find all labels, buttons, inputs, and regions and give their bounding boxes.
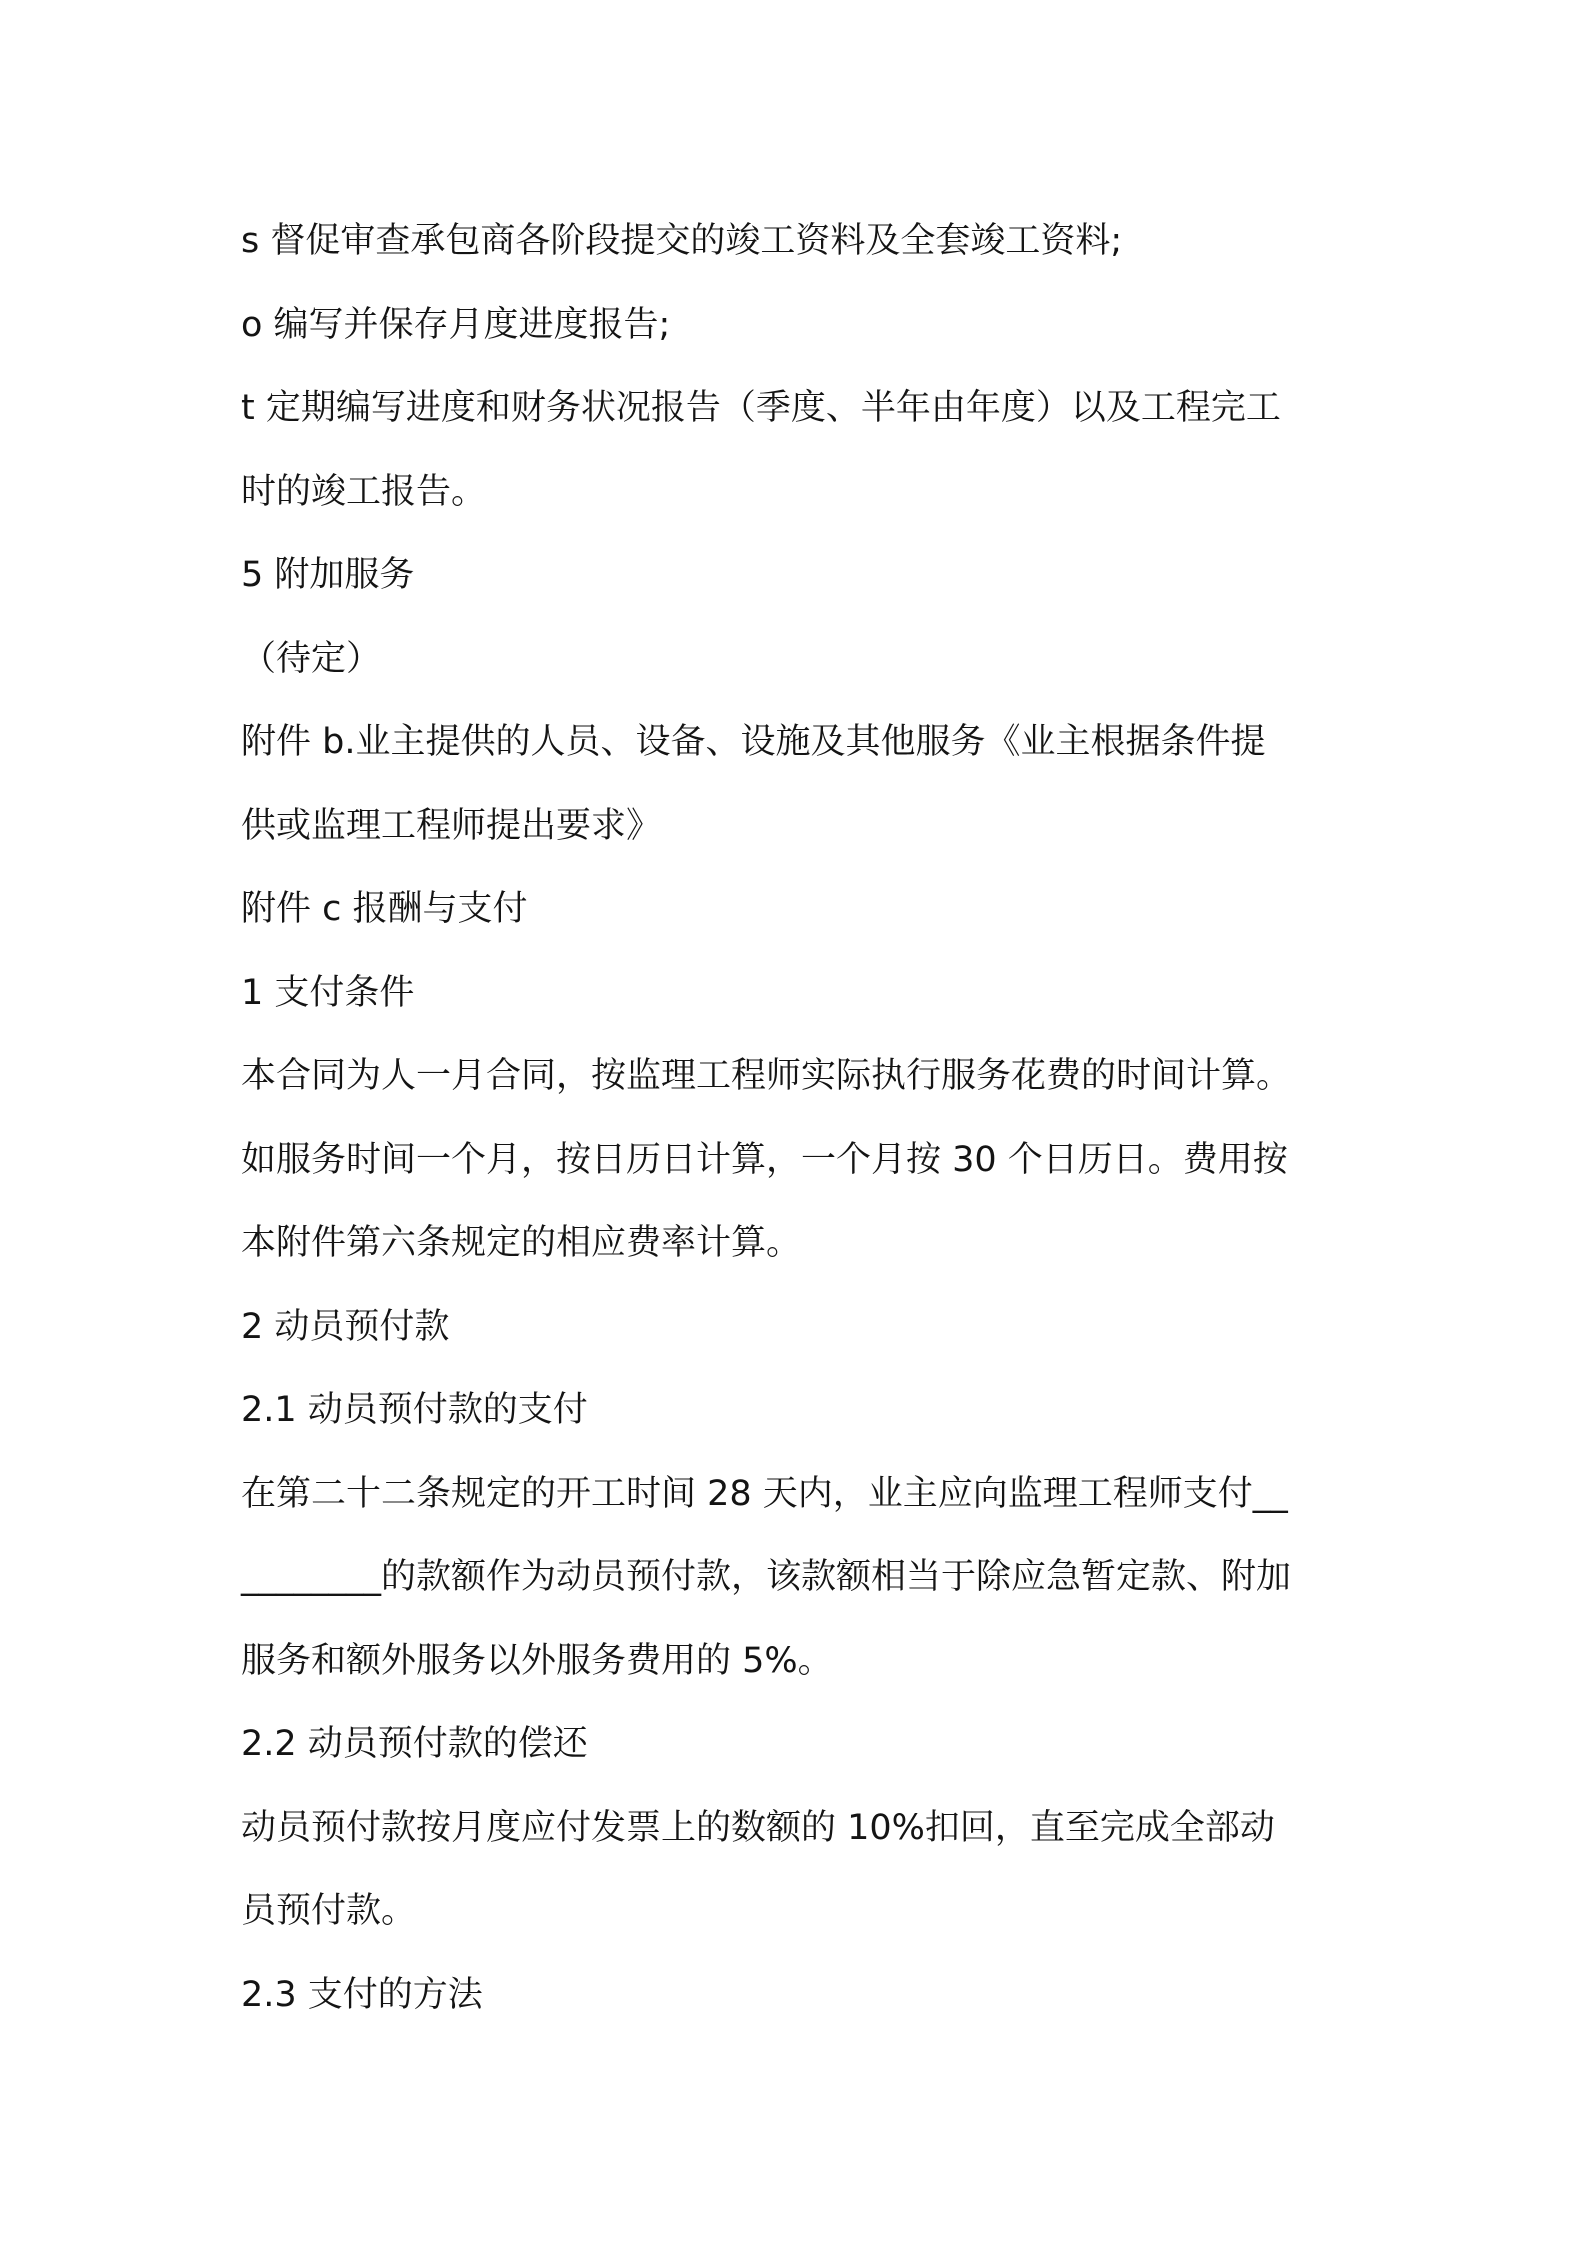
section-heading: 2 动员预付款 [241,1306,450,1347]
text-line: o 编写并保存月度进度报告; [241,304,671,345]
text-line: 在第二十二条规定的开工时间 28 天内，业主应向监理工程师支付__ [241,1473,1288,1514]
text-line: 本合同为人一月合同，按监理工程师实际执行服务花费的时间计算。 [241,1056,1292,1096]
section-heading: 2.3 支付的方法 [241,1974,483,2015]
text-line: （待定） [241,638,382,679]
document-body [241,200,1361,2037]
section-heading: 附件 c 报酬与支付 [241,889,528,929]
text-line: t 定期编写进度和财务状况报告（季度、半年由年度）以及工程完工 [241,388,1281,428]
section-heading: 2.2 动员预付款的偿还 [241,1724,588,1764]
section-heading: 1 支付条件 [241,972,415,1013]
text-line: s 督促审查承包商各阶段提交的竣工资料及全套竣工资料; [241,221,1123,261]
text-line: ________的款额作为动员预付款，该款额相当于除应急暂定款、附加 [241,1557,1292,1597]
section-heading: 5 附加服务 [241,555,415,595]
text-line: 员预付款。 [241,1891,417,1931]
text-line: 动员预付款按月度应付发票上的数额的 10%扣回，直至完成全部动 [241,1807,1275,1848]
text-line: 供或监理工程师提出要求》 [241,805,662,846]
text-line: 本附件第六条规定的相应费率计算。 [241,1223,802,1263]
text-line: 服务和额外服务以外服务费用的 5%。 [241,1640,833,1681]
section-heading: 2.1 动员预付款的支付 [241,1390,588,1430]
text-line: 附件 b.业主提供的人员、设备、设施及其他服务《业主根据条件提 [241,722,1266,762]
text-line: 时的竣工报告。 [241,471,487,512]
text-line: 如服务时间一个月，按日历日计算，一个月按 30 个日历日。费用按 [241,1139,1288,1180]
